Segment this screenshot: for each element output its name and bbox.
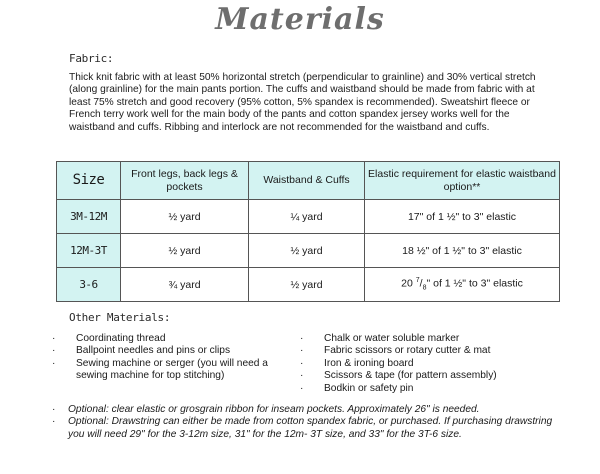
bullet: · — [300, 345, 304, 357]
table-row — [57, 234, 560, 268]
waistband-cell: ½ yard — [249, 234, 365, 268]
fraction-denominator: 8 — [422, 284, 427, 292]
elastic-text: 17" of 1 ½" to 3" elastic — [407, 210, 517, 223]
waistband-cell: ½ yard — [249, 268, 365, 302]
elastic-text-rest: " of 1 ½" to 3" elastic — [426, 277, 523, 290]
elastic-cell — [365, 234, 560, 268]
list-item-text: Ballpoint needles and pins or clips — [76, 345, 231, 357]
list-item-text: Scissors & tape (for pattern assembly) — [324, 370, 497, 382]
fraction-numerator: 7 — [415, 277, 420, 285]
waistband-cell: ¼ yard — [249, 200, 365, 234]
bullet: · — [300, 333, 304, 344]
table-row — [57, 268, 560, 302]
header-legs: Front legs, back legs & pockets — [121, 162, 249, 200]
bullet: · — [52, 357, 56, 369]
size-cell: 3M-12M — [57, 200, 121, 234]
other-materials-heading: Other Materials: — [69, 311, 171, 324]
note-text: Optional: clear elastic or grosgrain ribbon for inseam pockets. Approximately 26" is needed. — [68, 404, 480, 415]
note-text: Optional: Drawstring can either be made from cotton spandex fabric, or purchased. If purchasing drawstring you will need 29" for the 3-12m size, 31" for the 12m- 3T size, and 33" for the 3T-6 size. — [68, 416, 553, 440]
fabric-heading: Fabric: — [69, 52, 114, 65]
size-cell: 12M-3T — [57, 234, 121, 268]
list-item — [300, 333, 560, 345]
elastic-cell: 20 $^7/_8$" of 1 ½" to 3" elastic — [365, 268, 560, 302]
list-item — [52, 358, 297, 383]
list-item-text: Bodkin or safety pin — [324, 382, 414, 394]
legs-cell: ½ yard — [121, 200, 249, 234]
bullet: · — [52, 345, 56, 357]
optional-notes — [52, 404, 562, 441]
list-item — [300, 370, 560, 382]
list-item-text: Fabric scissors or rotary cutter & mat — [324, 345, 491, 357]
elastic-text: 20 — [401, 277, 416, 290]
list-item-text: Coordinating thread — [76, 333, 166, 344]
materials-table — [56, 161, 560, 302]
elastic-cell — [365, 200, 560, 234]
list-item — [52, 333, 297, 345]
legs-cell: ½ yard — [121, 234, 249, 268]
note-inseam-pockets — [52, 404, 562, 416]
bullet: · — [300, 382, 304, 394]
list-item — [52, 345, 297, 357]
bullet: · — [300, 370, 304, 382]
size-cell: 3-6 — [57, 268, 121, 302]
header-size: Size — [57, 162, 121, 200]
list-item-text: Iron & ironing board — [324, 357, 414, 369]
list-item-text: Sewing machine or serger (you will need a sewing machine for top stitching) — [76, 357, 268, 382]
header-elastic: Elastic requirement for elastic waistband option** — [365, 162, 560, 200]
bullet: · — [300, 357, 304, 369]
list-item-text: Chalk or water soluble marker — [324, 333, 460, 344]
elastic-text: 18 ½" of 1 ½" to 3" elastic — [402, 244, 522, 257]
bullet: · — [52, 404, 56, 415]
note-drawstring — [52, 416, 562, 441]
table-header-row — [57, 162, 560, 200]
bullet: · — [52, 333, 56, 344]
bullet: · — [52, 416, 56, 428]
legs-cell: ¾ yard — [121, 268, 249, 302]
header-waistband: Waistband & Cuffs — [249, 162, 365, 200]
fabric-description: Thick knit fabric with at least 50% horizontal stretch (perpendicular to grainline) and 30% vertical stretch (along grainline) for the main pants portion. The cuffs and waistband should be made from fabric with at least 75% stretch and good recovery (95% cotton, 5% spandex is recommended). Sweatshirt fleece or French terry work well for the main body of the pants and cotton spandex jersey works well for the waistband and cuffs. Ribbing and interlock are not recommended for the waistband and cuffs. — [69, 72, 536, 133]
materials-list-right — [300, 333, 560, 395]
list-item — [300, 358, 560, 370]
page-title: Materials — [215, 2, 385, 37]
materials-list-left — [52, 333, 297, 383]
list-item — [300, 383, 560, 395]
table-row — [57, 200, 560, 234]
list-item — [300, 345, 560, 357]
